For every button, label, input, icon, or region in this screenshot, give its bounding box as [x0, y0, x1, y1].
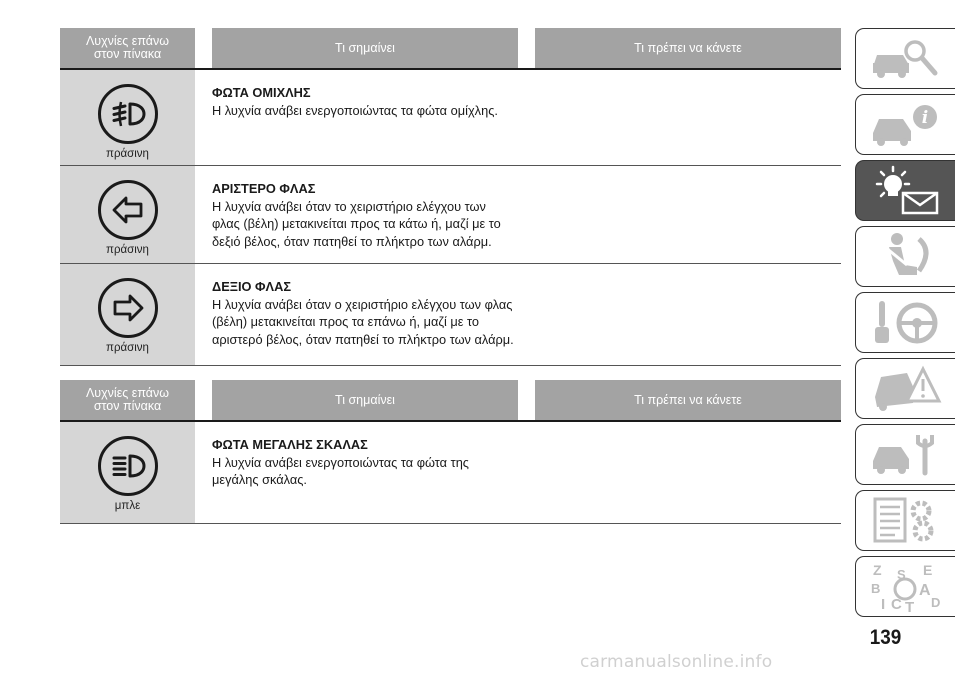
tab-maintenance[interactable] [855, 424, 955, 485]
light-color: πράσινη [106, 148, 149, 160]
index-letter: Z [872, 561, 882, 578]
index-letter: T [904, 598, 914, 613]
high-beam-icon [98, 436, 158, 496]
meaning-cell [195, 422, 518, 523]
car-info-icon [867, 99, 945, 151]
right-arrow-icon [98, 278, 158, 338]
light-title: ΦΩΤΑ ΜΕΓΑΛΗΣ ΣΚΑΛΑΣ [212, 437, 368, 452]
warning-lights-table-2 [60, 380, 841, 524]
index-letter: S [896, 566, 906, 582]
alphabetical-index-icon [867, 561, 945, 613]
meaning-cell [195, 70, 518, 165]
header-action: Τι πρέπει να κάνετε [535, 380, 841, 420]
car-wrench-icon [867, 429, 945, 481]
light-title: ΦΩΤΑ ΟΜΙΧΛΗΣ [212, 85, 311, 100]
index-letter: B [870, 580, 880, 596]
car-accident-warning-icon [867, 363, 945, 415]
index-letter: E [922, 561, 932, 578]
header-lights: Λυχνίες επάνω στον πίνακα [60, 380, 195, 420]
table-header [60, 28, 841, 68]
light-cell [60, 166, 195, 263]
table-row [60, 166, 841, 264]
tab-warning-lights[interactable] [855, 160, 955, 221]
action-cell [518, 422, 841, 523]
page-number: 139 [869, 626, 902, 649]
header-action: Τι πρέπει να κάνετε [535, 28, 841, 68]
action-cell [518, 264, 841, 365]
car-search-icon [867, 33, 945, 85]
header-meaning: Τι σημαίνει [212, 28, 518, 68]
header-meaning: Τι σημαίνει [212, 380, 518, 420]
table-row [60, 70, 841, 166]
action-cell [518, 70, 841, 165]
index-letter: I [880, 595, 885, 613]
light-color: μπλε [114, 500, 141, 512]
spec-list-gear-icon [867, 495, 945, 547]
light-cell [60, 422, 195, 523]
index-letter: A [918, 581, 931, 599]
tab-car-info[interactable] [855, 94, 955, 155]
svg-text:i: i [921, 107, 928, 128]
light-title: ΔΕΞΙΟ ΦΛΑΣ [212, 279, 291, 294]
header-lights: Λυχνίες επάνω στον πίνακα [60, 28, 195, 68]
light-description: Η λυχνία ανάβει όταν ο χειριστήριο ελέγχου των φλας (βέλη) μετακινείται προς τα επάνω ή, μαζί με το αριστερό βέλος, όταν πατηθεί το πλήκτρο των αλάρμ. [212, 296, 514, 347]
light-cell [60, 264, 195, 365]
action-cell [518, 166, 841, 263]
light-title: ΑΡΙΣΤΕΡΟ ΦΛΑΣ [212, 181, 316, 196]
left-arrow-icon [98, 180, 158, 240]
table-row [60, 264, 841, 366]
tab-starting-driving[interactable] [855, 292, 955, 353]
table-row [60, 422, 841, 524]
warning-lights-table-1 [60, 28, 841, 366]
light-description: Η λυχνία ανάβει ενεργοποιώντας τα φώτα ομίχλης. [212, 102, 498, 118]
meaning-cell [195, 264, 518, 365]
light-description: Η λυχνία ανάβει ενεργοποιώντας τα φώτα της μεγάλης σκάλας. [212, 454, 469, 487]
tab-technical-data[interactable] [855, 490, 955, 551]
index-letter: D [930, 594, 940, 610]
tab-emergency[interactable] [855, 358, 955, 419]
key-steering-wheel-icon [867, 297, 945, 349]
light-cell [60, 70, 195, 165]
fog-light-icon [98, 84, 158, 144]
light-color: πράσινη [106, 244, 149, 256]
table-header [60, 380, 841, 420]
meaning-cell [195, 166, 518, 263]
light-color: πράσινη [106, 342, 149, 354]
index-letter: C [890, 595, 902, 613]
tab-index[interactable] [855, 556, 955, 617]
airbag-seat-icon [867, 231, 945, 283]
tab-safety[interactable] [855, 226, 955, 287]
warning-light-message-icon [867, 165, 945, 217]
watermark-text: carmanualsonline.info [580, 652, 773, 672]
tab-car-search[interactable] [855, 28, 955, 89]
light-description: Η λυχνία ανάβει όταν το χειριστήριο ελέγχου των φλας (βέλη) μετακινείται προς τα κάτω ή, μαζί με το δεξιό βέλος, όταν πατηθεί το πλήκτρο των αλάρμ. [212, 198, 501, 249]
